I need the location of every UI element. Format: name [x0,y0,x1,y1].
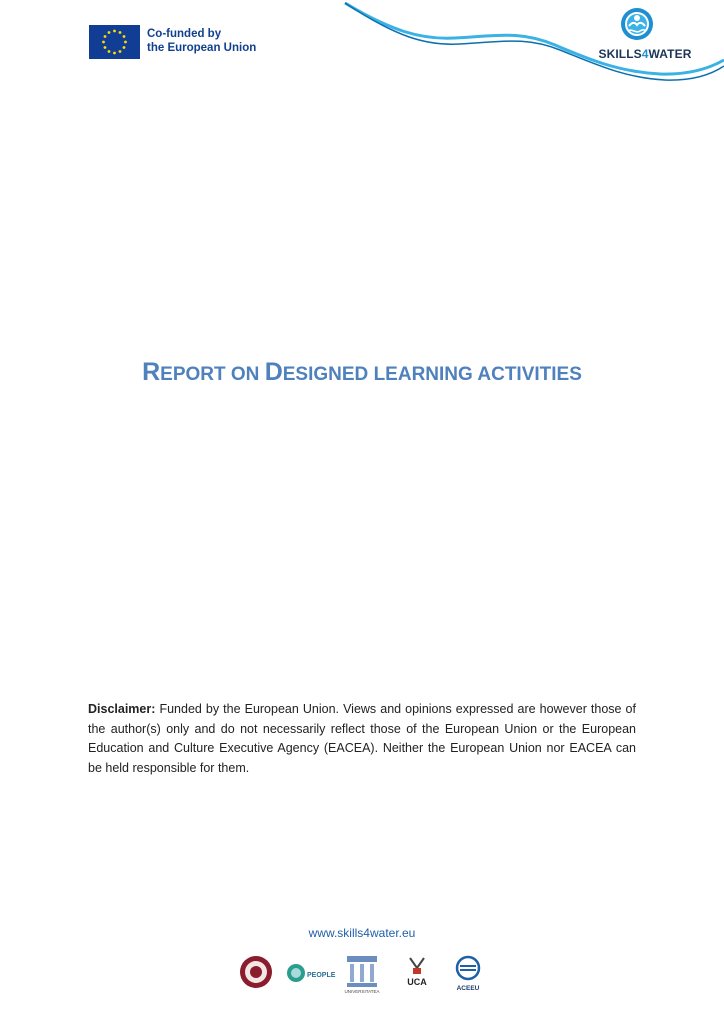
disclaimer-label: Disclaimer: [88,702,156,716]
aceeu-icon [452,954,484,994]
university-building-icon [344,954,380,994]
disclaimer-body: Funded by the European Union. Views and opinions expressed are however those of the author(s) only and do not necessarily reflect those of the European Union or the European Education and Culture Executive Agency (EACEA). Neither the European Union nor EACEA can be held responsible for them. [88,702,636,775]
skills4water-logo [590,6,700,66]
university-seal-icon [238,954,274,990]
skills4water-wordmark: SKILLS4WATER [598,47,692,61]
partner-logos [238,954,488,996]
eu-flag-icon [89,25,140,59]
svg-text:UNIVERSITATEA: UNIVERSITATEA [344,989,380,994]
cofunded-text [147,27,256,55]
svg-text:ACEEU: ACEEU [456,985,480,992]
mediterranean-people-icon [286,962,336,984]
uca-icon [404,954,430,994]
website-link[interactable]: www.skills4water.eu [308,926,416,940]
skills4water-logo-icon [619,6,655,42]
cofunded-line-2: the European Union [147,42,257,54]
cofunded-line-1: Co-funded by [147,28,222,40]
svg-text:PEOPLE: PEOPLE [307,972,336,979]
svg-text:UCA: UCA [407,977,427,987]
disclaimer-text [88,700,636,778]
report-title: REPORT ON DESIGNED LEARNING ACTIVITIES [142,358,582,386]
